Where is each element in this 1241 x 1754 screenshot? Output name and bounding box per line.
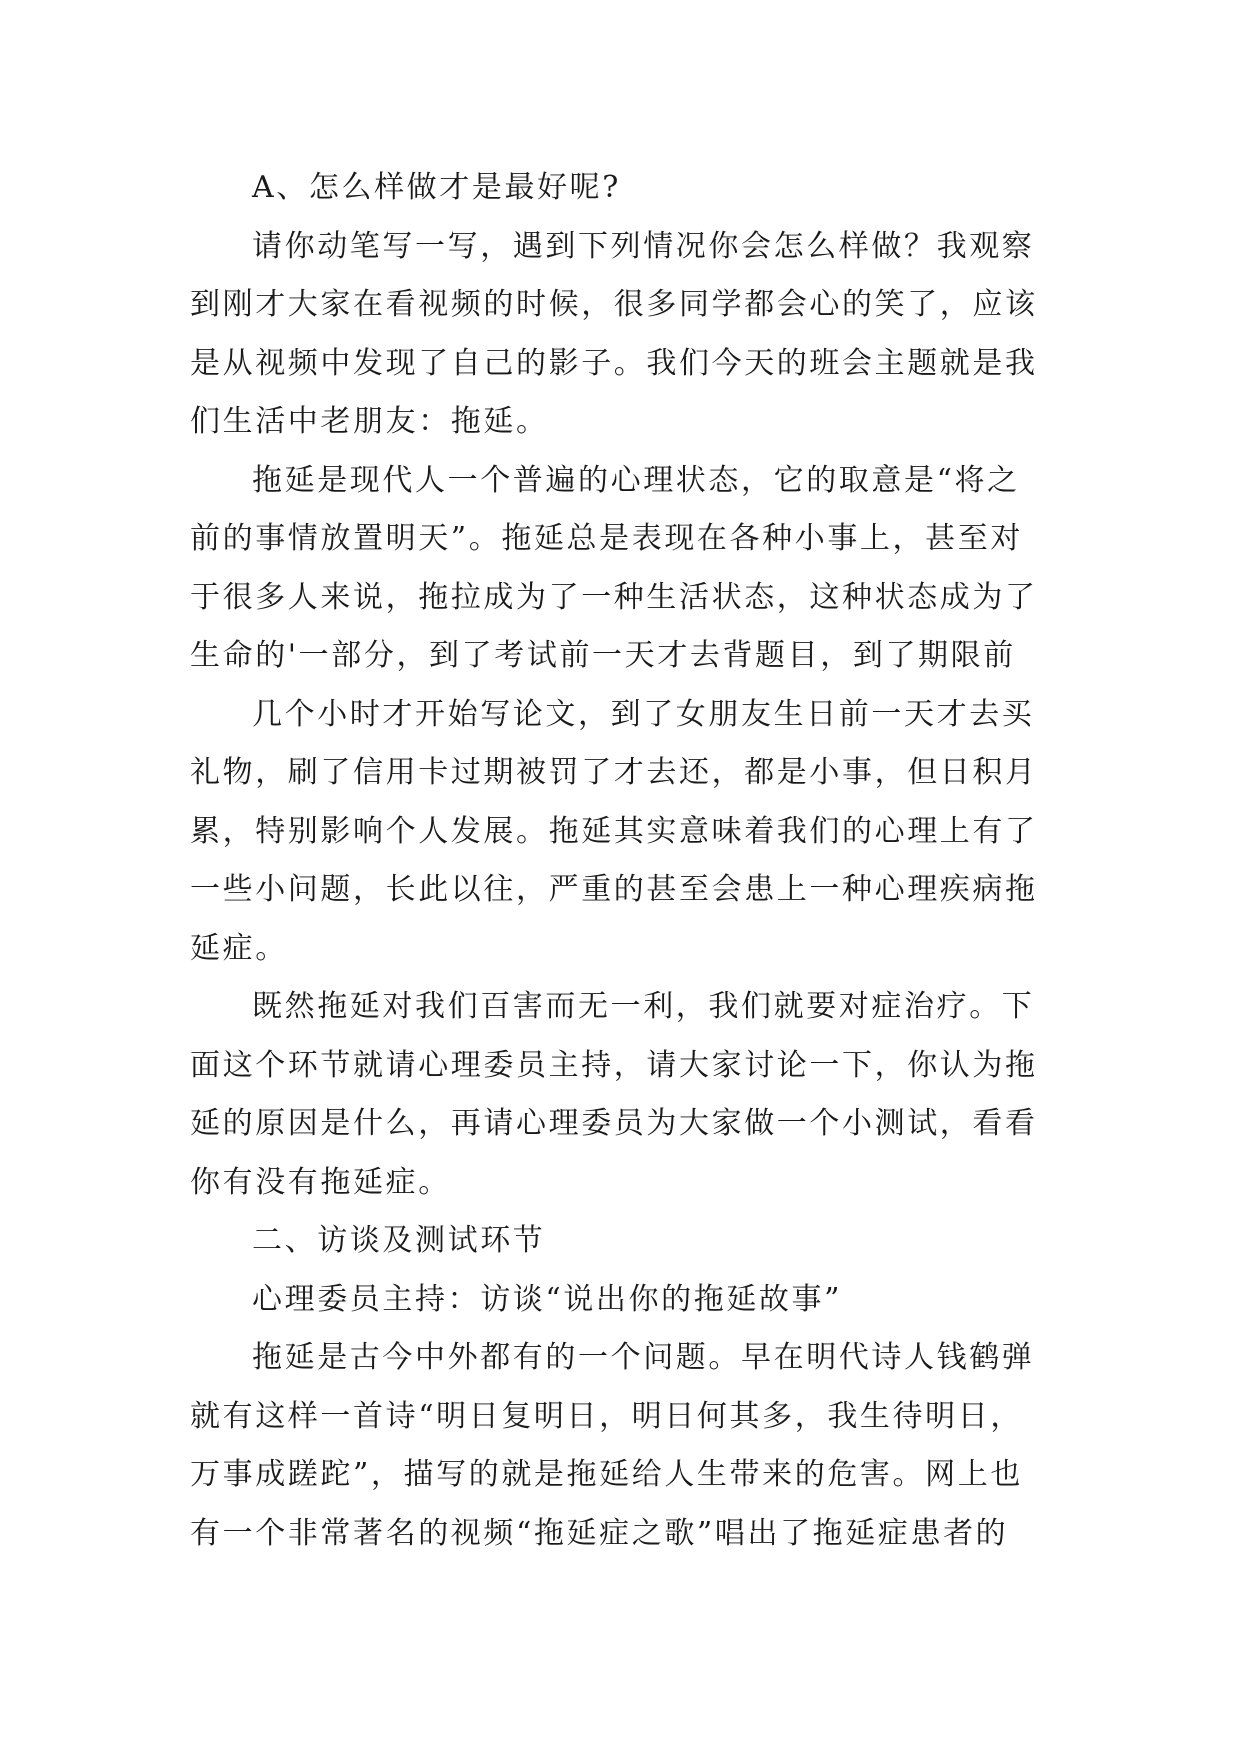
text-line: 到刚才大家在看视频的时候，很多同学都会心的笑了，应该 bbox=[190, 287, 1038, 322]
text-line: 累，特别影响个人发展。拖延其实意味着我们的心理上有了 bbox=[190, 814, 1038, 849]
paragraph-first-line: 拖延是现代人一个普遍的心理状态，它的取意是“将之 bbox=[252, 463, 1020, 498]
text-line: 万事成蹉跎”，描写的就是拖延给人生带来的危害。网上也 bbox=[190, 1457, 1023, 1492]
text-line: 于很多人来说，拖拉成为了一种生活状态，这种状态成为了 bbox=[190, 580, 1038, 615]
text-line: 延症。 bbox=[190, 931, 288, 966]
text-line: 礼物，刷了信用卡过期被罚了才去还，都是小事，但日积月 bbox=[190, 755, 1038, 790]
paragraph-first-line: 请你动笔写一写，遇到下列情况你会怎么样做？我观察 bbox=[252, 229, 1035, 264]
text-line: 延的原因是什么，再请心理委员为大家做一个小测试，看看 bbox=[190, 1106, 1038, 1141]
text-line: 就有这样一首诗“明日复明日，明日何其多，我生待明日， bbox=[190, 1399, 1023, 1434]
paragraph-first-line: 几个小时才开始写论文，到了女朋友生日前一天才去买 bbox=[252, 697, 1035, 732]
text-line: 一些小问题，长此以往，严重的甚至会患上一种心理疾病拖 bbox=[190, 872, 1038, 907]
text-line: 面这个环节就请心理委员主持，请大家讨论一下，你认为拖 bbox=[190, 1048, 1038, 1083]
paragraph-first-line: 既然拖延对我们百害而无一利，我们就要对症治疗。下 bbox=[252, 989, 1035, 1024]
paragraph-first-line: 拖延是古今中外都有的一个问题。早在明代诗人钱鹤弹 bbox=[252, 1340, 1035, 1375]
text-line: A、怎么样做才是最好呢? bbox=[252, 170, 621, 205]
text-line: 们生活中老朋友：拖延。 bbox=[190, 404, 549, 439]
text-line: 生命的'一部分，到了考试前一天才去背题目，到了期限前 bbox=[190, 638, 1016, 673]
text-line: 心理委员主持：访谈“说出你的拖延故事” bbox=[252, 1282, 843, 1317]
section-heading: 二、访谈及测试环节 bbox=[252, 1223, 546, 1258]
text-line: 是从视频中发现了自己的影子。我们今天的班会主题就是我 bbox=[190, 346, 1038, 381]
text-line: 前的事情放置明天”。拖延总是表现在各种小事上，甚至对 bbox=[190, 521, 1023, 556]
text-line: 你有没有拖延症。 bbox=[190, 1165, 451, 1200]
text-line: 有一个非常著名的视频“拖延症之歌”唱出了拖延症患者的 bbox=[190, 1516, 1009, 1551]
